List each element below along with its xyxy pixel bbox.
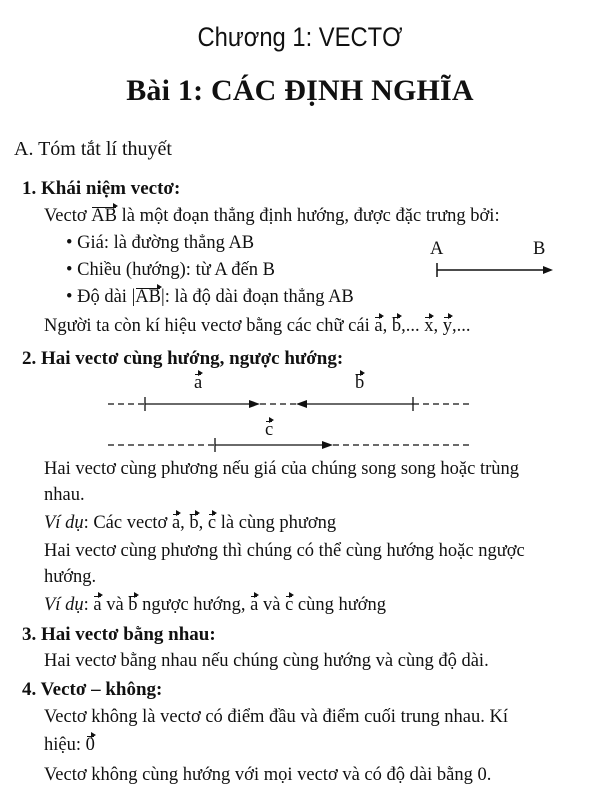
c-vector-diagram [108,438,470,452]
diagram-label-b: b [355,373,365,393]
bullet-chieu: • Chiều (hướng): từ A đến B [66,260,275,280]
chapter-title: Chương 1: VECTƠ [197,22,403,52]
point-b-label: B [533,239,546,259]
s2-example-1: Ví dụ: Các vectơ a, b, c là cùng phương [44,513,337,533]
s3-heading: 3. Hai vectơ bằng nhau: [22,624,216,645]
bullet-gia: • Giá: là đường thẳng AB [66,233,255,253]
s2-p1-line2: nhau. [44,485,85,505]
s2-heading: 2. Hai vectơ cùng hướng, ngược hướng: [22,348,344,369]
s1-intro-before: Vectơ [44,206,87,226]
s1-notation: Người ta còn kí hiệu vectơ bằng các chữ cái a, b,... x, y,... [44,316,471,336]
lesson-title: Bài 1: CÁC ĐỊNH NGHĨA [126,74,474,107]
s4-p1-line2: hiệu: 0 [44,735,95,755]
s1-intro-after: là một đoạn thẳng định hướng, được đặc trưng bởi: [121,206,500,226]
zero-vector: 0 [85,735,95,755]
s4-p1-line1: Vectơ không là vectơ có điểm đầu và điểm cuối trung nhau. Kí [44,707,508,727]
ab-vector-diagram [437,263,553,277]
diagram-label-c: c [265,420,274,440]
s4-heading: 4. Vectơ – không: [22,679,163,700]
s3-text: Hai vectơ bằng nhau nếu chúng cùng hướng và cùng độ dài. [44,651,489,671]
s4-p2: Vectơ không cùng hướng với mọi vectơ và có độ dài bằng 0. [44,765,492,785]
vector-ab-length: AB [135,287,161,307]
point-a-label: A [430,239,444,259]
s2-p2-line1: Hai vectơ cùng phương thì chúng có thể cùng hướng hoặc ngược [44,541,525,561]
s2-example-2: Ví dụ: a và b ngược hướng, a và c cùng hướng [44,595,387,615]
s2-p1-line1: Hai vectơ cùng phương nếu giá của chúng song song hoặc trùng [44,459,520,479]
bullet-dodai: • Độ dài |AB|: là độ dài đoạn thẳng AB [66,287,354,307]
s1-heading: 1. Khái niệm vectơ: [22,178,181,199]
diagram-label-a: a [194,373,203,393]
ab-opposite-diagram [108,397,470,411]
s2-p2-line2: hướng. [44,567,97,587]
vector-ab: AB [91,206,117,226]
section-a-heading: A. Tóm tắt lí thuyết [14,138,172,160]
